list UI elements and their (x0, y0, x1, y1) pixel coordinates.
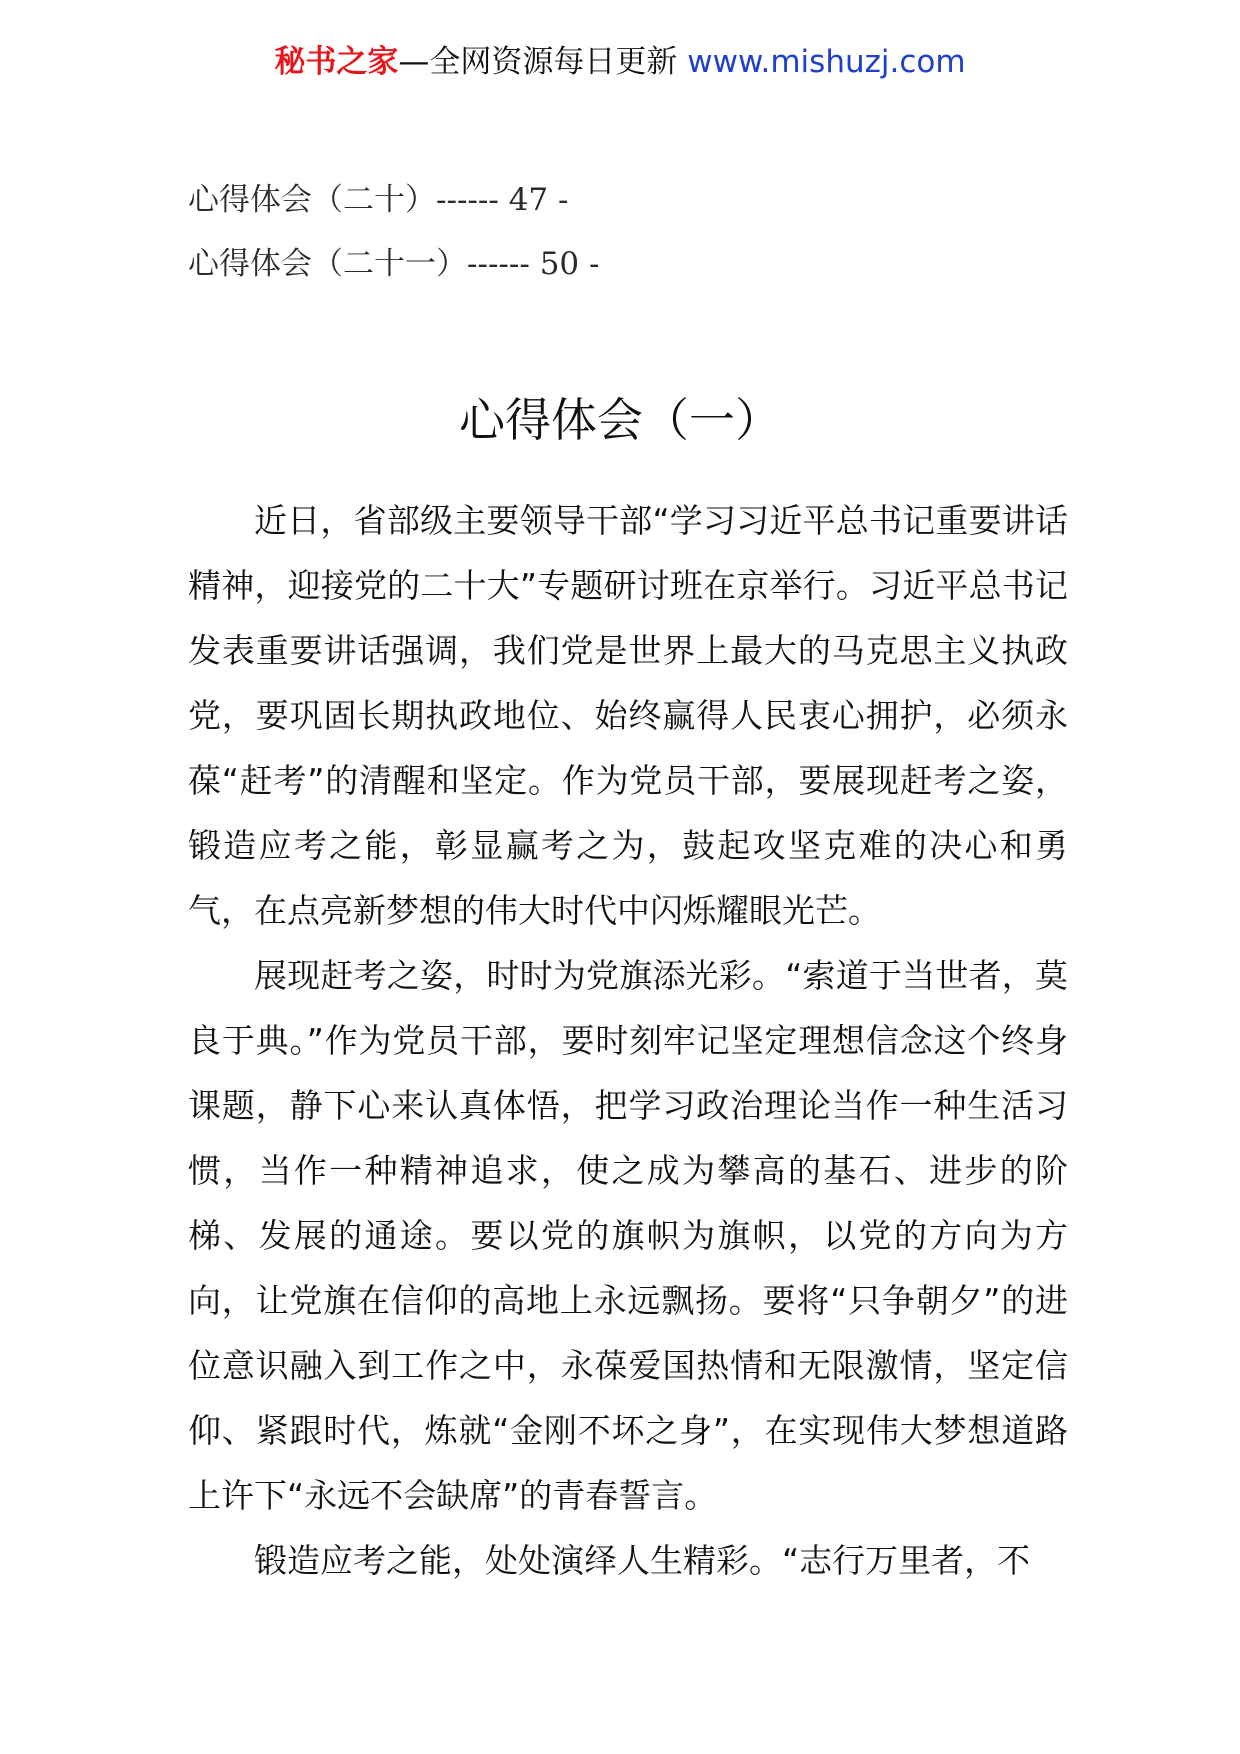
toc-entry-21[interactable]: 心得体会（二十一）------ 50 - (188, 246, 600, 282)
paragraph-3: 锻造应考之能，处处演绎人生精彩。“志行万里者，不 (254, 1541, 1031, 1580)
table-of-contents (188, 168, 1088, 296)
section-title: 心得体会（一） (459, 393, 781, 447)
toc-entry-20[interactable]: 心得体会（二十）------ 47 - (188, 182, 569, 218)
site-header (0, 40, 1240, 84)
site-brand: 秘书之家 (274, 44, 399, 80)
site-url-link[interactable]: www.mishuzj.com (687, 44, 966, 80)
paragraph-1: 近日，省部级主要领导干部“学习习近平总书记重要讲话精神，迎接党的二十大”专题研讨班在京举行。习近平总书记发表重要讲话强调，我们党是世界上最大的马克思主义执政党，要巩固长期执政地位、始终赢得人民衷心拥护，必须永葆“赶考”的清醒和坚定。作为党员干部，要展现赶考之姿，锻造应考之能，彰显赢考之为，鼓起攻坚克难的决心和勇气，在点亮新梦想的伟大时代中闪烁耀眼光芒。 (188, 501, 1068, 930)
article-body (188, 488, 1068, 1593)
site-tagline: —全网资源每日更新 (398, 44, 688, 80)
paragraph-2: 展现赶考之姿，时时为党旗添光彩。“索道于当世者，莫良于典。”作为党员干部，要时刻牢记坚定理想信念这个终身课题，静下心来认真体悟，把学习政治理论当作一种生活习惯，当作一种精神追求，使之成为攀高的基石、进步的阶梯、发展的通途。要以党的旗帜为旗帜，以党的方向为方向，让党旗在信仰的高地上永远飘扬。要将“只争朝夕”的进位意识融入到工作之中，永葆爱国热情和无限激情，坚定信仰、紧跟时代，炼就“金刚不坏之身”，在实现伟大梦想道路上许下“永远不会缺席”的青春誓言。 (188, 956, 1068, 1515)
